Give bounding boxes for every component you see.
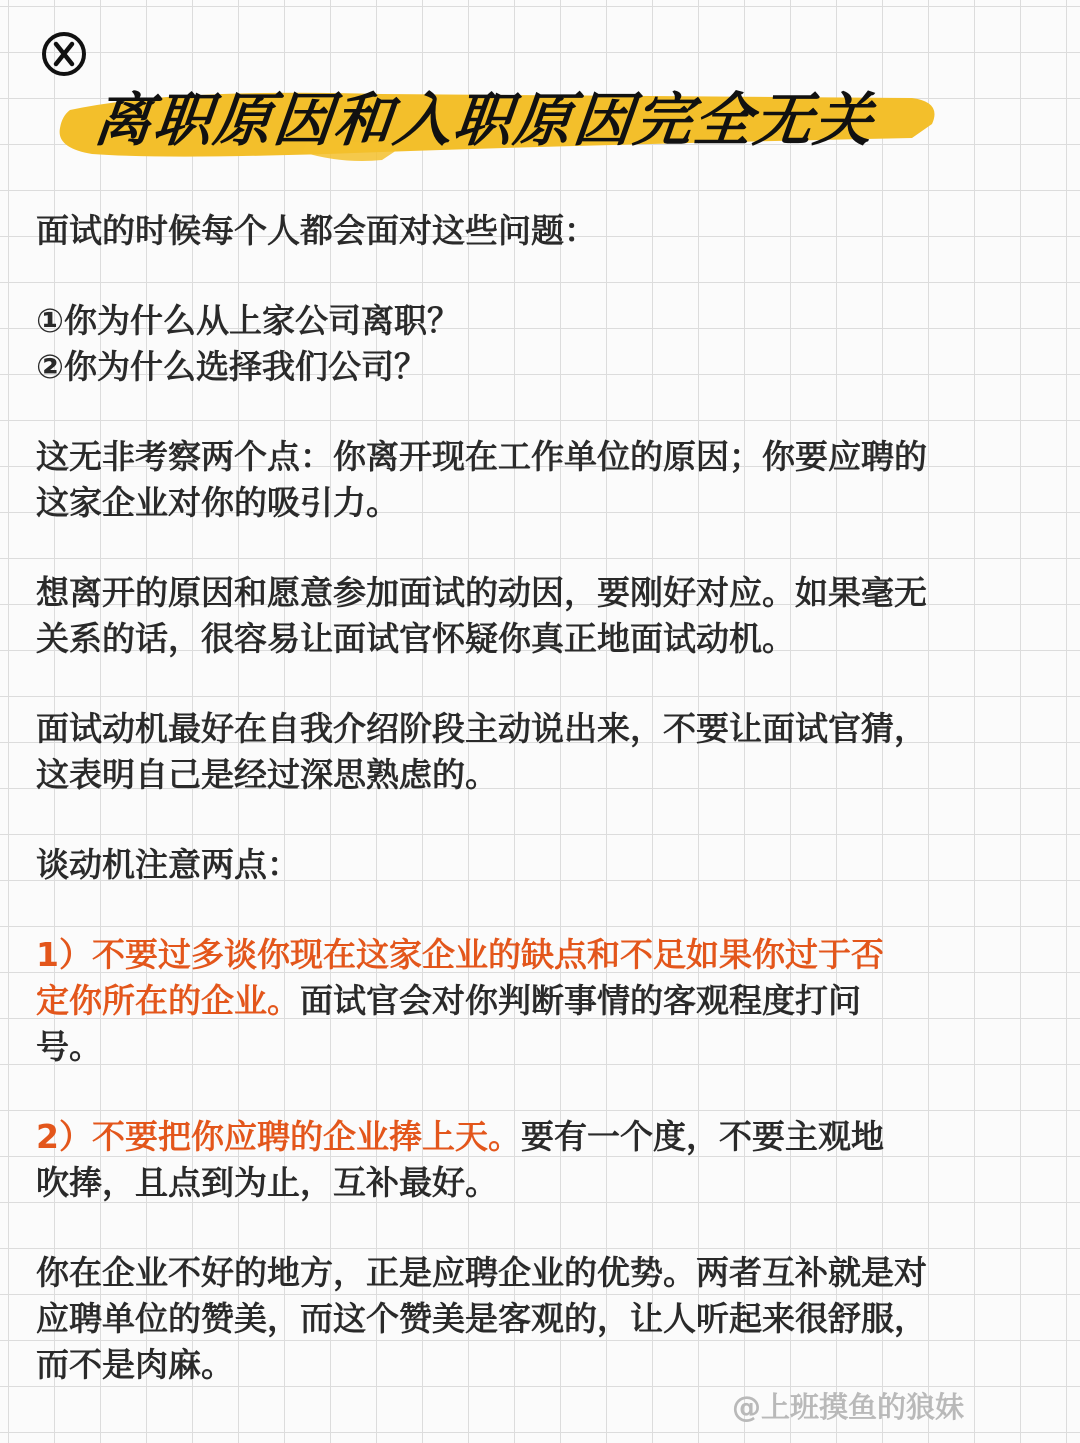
- point-two-highlight: 2）不要把你应聘的企业捧上天。: [36, 1117, 521, 1156]
- paragraph-line: 关系的话，很容易让面试官怀疑你真正地面试动机。: [36, 619, 795, 658]
- paragraph-line: 应聘单位的赞美，而这个赞美是客观的，让人听起来很舒服，: [36, 1299, 927, 1338]
- title-block: [52, 76, 952, 168]
- questions-list: [36, 298, 1048, 390]
- point-two-text: 要有一个度，不要主观地: [520, 1117, 884, 1156]
- close-icon: [40, 30, 88, 78]
- paragraph-correspondence: [36, 570, 1048, 662]
- paragraph-conclusion: [36, 1250, 1048, 1388]
- intro-paragraph: [36, 208, 1048, 254]
- paragraph-line: 这家企业对你的吸引力。: [36, 483, 399, 522]
- question-item: ②你为什么选择我们公司？: [36, 347, 427, 386]
- paragraph-line: 你在企业不好的地方，正是应聘企业的优势。两者互补就是对: [36, 1253, 927, 1292]
- author-watermark: @上班摸鱼的狼妹: [732, 1390, 965, 1424]
- paragraph-line: 谈动机注意两点：: [36, 845, 300, 884]
- point-one-text: 面试官会对你判断事情的客观程度打问: [300, 981, 861, 1020]
- paragraph-purpose: [36, 434, 1048, 526]
- page-title: 离职原因和入职原因完全无关: [90, 86, 878, 154]
- paragraph-line: 面试动机最好在自我介绍阶段主动说出来，不要让面试官猜，: [36, 709, 927, 748]
- paragraph-motivation: [36, 706, 1048, 798]
- point-one: [36, 932, 1048, 1070]
- point-two-text: 吹捧，且点到为止，互补最好。: [36, 1163, 498, 1202]
- point-two: [36, 1114, 1048, 1206]
- point-one-highlight: 定你所在的企业。: [36, 981, 300, 1020]
- article-body: [36, 208, 1048, 1432]
- paragraph-two-points: [36, 842, 1048, 888]
- paragraph-line: 想离开的原因和愿意参加面试的动因，要刚好对应。如果毫无: [36, 573, 927, 612]
- point-one-text: 号。: [36, 1027, 102, 1066]
- intro-text: 面试的时候每个人都会面对这些问题：: [36, 211, 597, 250]
- paragraph-line: 而不是肉麻。: [36, 1345, 234, 1384]
- question-item: ①你为什么从上家公司离职？: [36, 301, 460, 340]
- point-one-highlight: 1）不要过多谈你现在这家企业的缺点和不足如果你过于否: [36, 935, 884, 974]
- paragraph-line: 这无非考察两个点：你离开现在工作单位的原因；你要应聘的: [36, 437, 927, 476]
- paragraph-line: 这表明自己是经过深思熟虑的。: [36, 755, 498, 794]
